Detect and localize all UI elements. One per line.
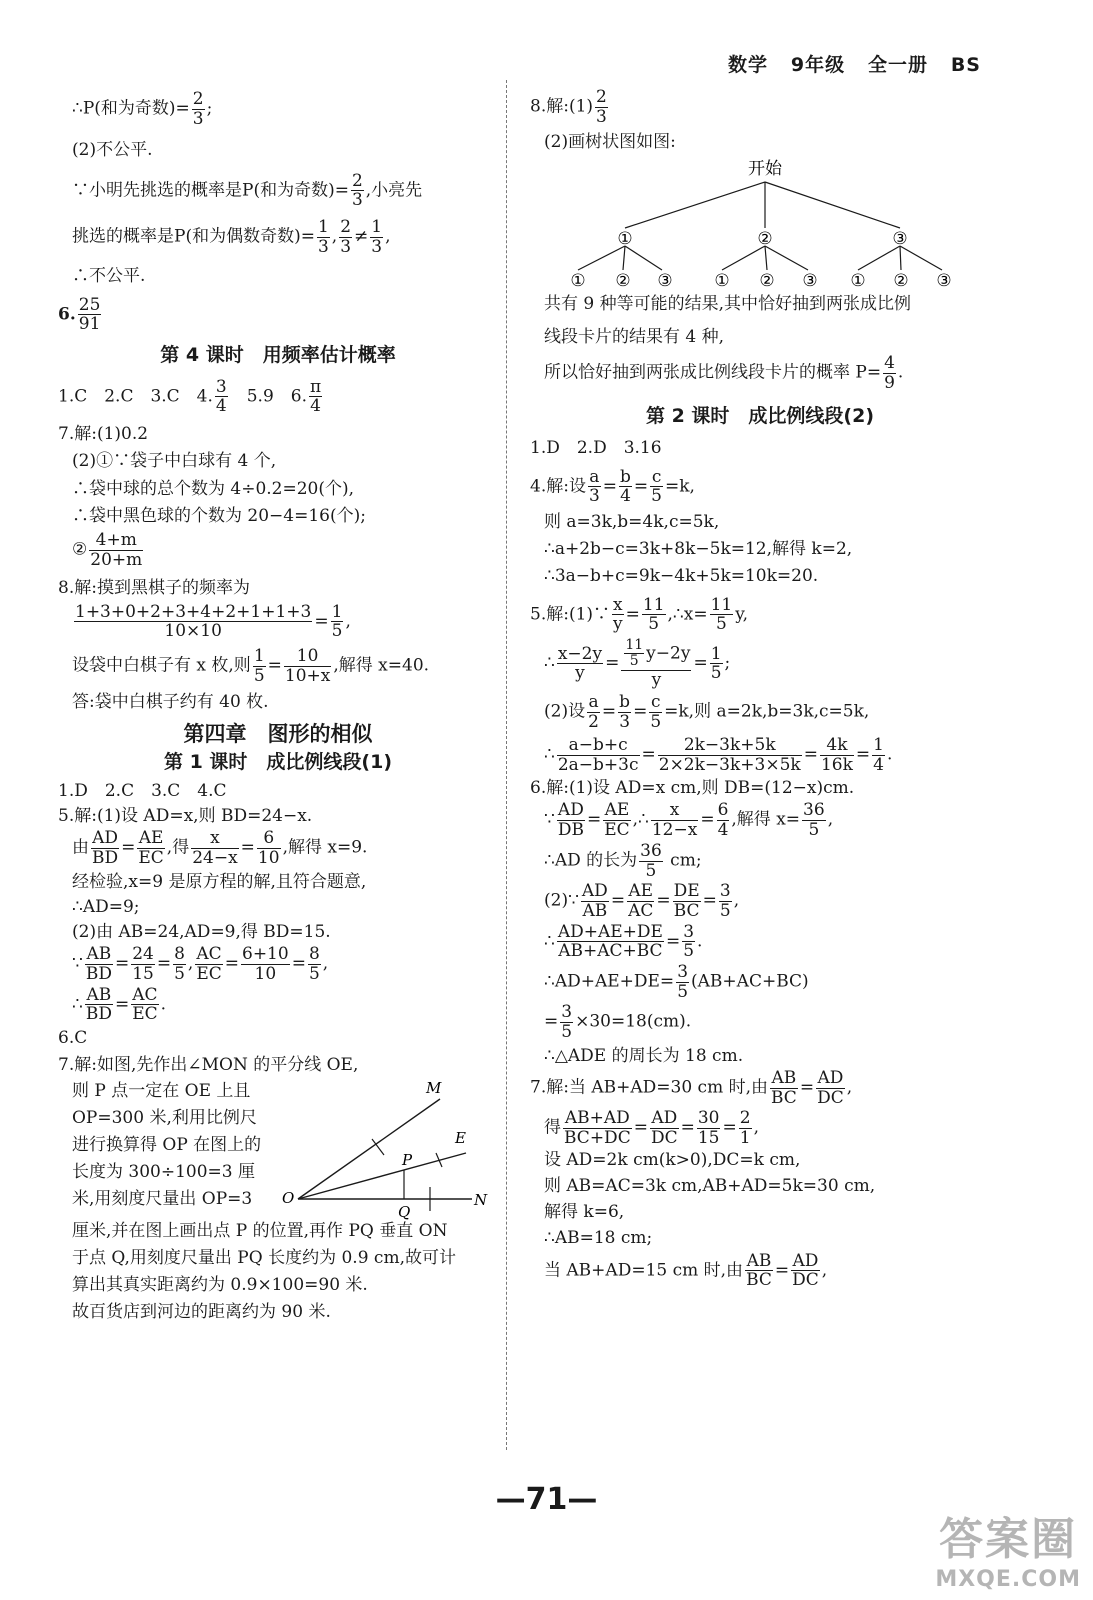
left-q7b-line6: 米,用刻度尺量出 OP=3 <box>72 1188 253 1209</box>
right-q6-line7: = $\frac{3}{5}$ ×30=18(cm). <box>544 1002 692 1043</box>
header-edition: BS <box>950 54 981 76</box>
label-q: Q <box>398 1202 411 1221</box>
fraction: $\frac{c}{5}$ <box>651 466 662 507</box>
right-q4-line1: 4.解:设 $\frac{a}{3}$ = $\frac{b}{4}$ = $\frac{c}{5}$ =k, <box>530 466 695 507</box>
left-q7b-line10: 故百货店到河边的距离约为 90 米. <box>72 1302 331 1323</box>
fraction: $\frac{4+m}{20+m}$ <box>90 530 143 570</box>
left-q7b-line7: 厘米,并在图上画出点 P 的位置,再作 PQ 垂直 ON <box>72 1220 448 1241</box>
fraction: $\frac{1}{5}$ <box>331 601 343 642</box>
left-q8-line1: 8.解:摸到黑棋子的频率为 <box>58 577 250 598</box>
tree-node: ① <box>617 228 633 249</box>
left-q5-line2: (2)不公平. <box>72 140 153 161</box>
fraction: $\frac{24}{15}$ <box>132 944 154 985</box>
tree-leaf: ③ <box>802 270 818 290</box>
right-q6-line3: ∴AD 的长为 $\frac{36}{5}$ cm; <box>544 840 702 881</box>
fraction: $\frac{a-b+c}{2a-b+3c}$ <box>557 734 639 775</box>
right-q4-line2: 则 a=3k,b=4k,c=5k, <box>544 511 720 532</box>
fraction: $\frac{x}{24-x}$ <box>192 828 238 868</box>
fraction: $\frac{AD}{DB}$ <box>557 800 584 841</box>
fraction: $\frac{36}{5}$ <box>803 800 825 841</box>
right-q5-line4: ∴ $\frac{a-b+c}{2a-b+3c}$ = $\frac{2k-3k+5k}{2\times 2k-3k+3\times 5k}$ = $\frac{4k}{16k}$ = $\frac{1}{4}$ . <box>544 734 893 775</box>
ray-oe <box>298 1150 466 1199</box>
fraction: $\frac{3}{5}$ <box>677 961 689 1002</box>
right-q7-line3: 设 AD=2k cm(k>0),DC=k cm, <box>544 1149 801 1170</box>
tree-root: 开始 <box>748 158 782 179</box>
left-q6: 6. $\frac{25}{91}$ <box>58 294 101 335</box>
right-q4-line3: ∴a+2b−c=3k+8k−5k=12,解得 k=2, <box>544 539 853 560</box>
section-title-lesson4: 第 4 课时 用频率估计概率 <box>160 344 396 366</box>
right-q7-line5: 解得 k=6, <box>544 1202 625 1223</box>
right-q8-line5: 所以恰好抽到两张成比例线段卡片的概率 P= $\frac{4}{9}$ . <box>544 353 904 393</box>
left-q5b-line5: (2)由 AB=24,AD=9,得 BD=15. <box>72 922 331 943</box>
lesson1-choices: 1.D 2.C 3.C 4.C <box>58 780 227 801</box>
fraction: $\frac{c}{5}$ <box>650 692 662 733</box>
left-q7b-line9: 算出其真实距离约为 0.9×100=90 米. <box>72 1275 368 1296</box>
watermark-logo-text: 答案圈 <box>939 1514 1078 1565</box>
label-o: O <box>282 1188 295 1207</box>
right-q5-line3: (2)设 $\frac{a}{2}$ = $\frac{b}{3}$ = $\frac{c}{5}$ =k,则 a=2k,b=3k,c=5k, <box>544 692 870 733</box>
tree-node: ② <box>757 228 773 249</box>
chapter-title: 第四章 图形的相似 <box>183 721 373 746</box>
right-q7-line6: ∴AB=18 cm; <box>544 1228 653 1249</box>
header-subject: 数学 <box>727 54 768 76</box>
left-q5b-line3: 经检验,x=9 是原方程的解,且符合题意, <box>72 871 367 892</box>
fraction: $\frac{AC}{EC}$ <box>196 944 222 985</box>
fraction: $\frac{3}{4}$ <box>215 376 227 417</box>
header-volume: 全一册 <box>867 54 928 76</box>
fraction: $\frac{11}{5}$ <box>642 594 665 635</box>
tree-leaf: ② <box>759 270 775 290</box>
fraction: $\frac{2}{3}$ <box>596 87 607 127</box>
right-q8-line4: 线段卡片的结果有 4 种, <box>544 326 725 347</box>
fraction: $\frac{\pi}{4}$ <box>310 376 322 417</box>
tree-leaf: ① <box>714 270 730 290</box>
right-q6-line4: (2)∵ $\frac{AD}{AB}$ = $\frac{AE}{AC}$ = $\frac{DE}{BC}$ = $\frac{3}{5}$ , <box>544 881 740 921</box>
fraction: $\frac{11}{5}$ <box>710 594 733 635</box>
left-q5b-line4: ∴AD=9; <box>72 896 140 917</box>
fraction: $\frac{3}{5}$ <box>683 921 695 962</box>
label-n: N <box>474 1190 488 1209</box>
fraction: $\frac{4}{9}$ <box>884 353 895 393</box>
tree-branches-level1 <box>625 182 900 228</box>
left-q7b-line1: 7.解:如图,先作出∠MON 的平分线 OE, <box>58 1055 359 1076</box>
fraction: $\frac{8}{5}$ <box>174 944 185 985</box>
tree-leaf: ① <box>850 270 866 290</box>
left-q7-line1: 7.解:(1)0.2 <box>58 424 149 445</box>
arc-mark-m <box>372 1139 384 1155</box>
watermark <box>935 1503 1081 1592</box>
fraction: $\frac{10}{10+x}$ <box>284 646 331 686</box>
q7b-figure-block <box>58 1077 498 1221</box>
compound-fraction: $\frac{11}{5}$ y−2y y <box>621 638 691 689</box>
fraction: $\frac{AC}{EC}$ <box>132 984 158 1025</box>
left-q7b-line3: OP=300 米,利用比例尺 <box>72 1107 257 1128</box>
left-column <box>58 88 498 1324</box>
right-q5-line1: 5.解:(1)∵ $\frac{x}{y}$ = $\frac{11}{5}$ ,∴x= $\frac{11}{5}$ y, <box>530 594 748 635</box>
fraction: $\frac{36}{5}$ <box>640 840 662 881</box>
fraction: $\frac{1}{3}$ <box>317 217 329 257</box>
fraction: $\frac{AB}{BC}$ <box>771 1067 797 1108</box>
fraction: $\frac{DE}{BC}$ <box>673 881 700 921</box>
fraction: $\frac{2}{3}$ <box>340 217 352 257</box>
right-q6-line5: ∴ $\frac{AD+AE+DE}{AB+AC+BC}$ = $\frac{3}{5}$ . <box>544 921 703 962</box>
tree-leaf: ① <box>570 270 586 290</box>
right-q7-line7: 当 AB+AD=15 cm 时,由 $\frac{AB}{BC}$ = $\frac{AD}{DC}$ , <box>544 1250 828 1291</box>
fraction: $\frac{x}{y}$ <box>613 594 623 635</box>
page-header <box>728 50 981 77</box>
page-number: —71— <box>495 1482 598 1517</box>
watermark-url: MXQE.COM <box>935 1567 1081 1592</box>
tree-branches-level2 <box>578 246 942 270</box>
tree-node: ③ <box>892 228 908 249</box>
tree-leaf: ③ <box>657 270 673 290</box>
fraction: $\frac{30}{15}$ <box>697 1108 720 1149</box>
fraction: $\frac{AE}{EC}$ <box>604 800 630 841</box>
left-q8-line2: $\frac{1+3+0+2+3+4+2+1+1+3}{10\times 10}$ = $\frac{1}{5}$ , <box>75 601 351 642</box>
ray-om <box>298 1099 440 1199</box>
fraction: $\frac{1+3+0+2+3+4+2+1+1+3}{10\times 10}$ <box>75 601 312 642</box>
header-grade: 9年级 <box>790 54 846 76</box>
fraction: $\frac{AE}{AC}$ <box>628 881 654 921</box>
section-title-lesson1: 第 1 课时 成比例线段(1) <box>163 751 393 773</box>
left-q5b-line7: ∴ $\frac{AB}{BD}$ = $\frac{AC}{EC}$ . <box>72 984 167 1025</box>
left-q7-line5: ② $\frac{4+m}{20+m}$ <box>72 530 143 570</box>
left-q8-line3: 设袋中白棋子有 x 枚,则 $\frac{1}{5}$ = $\frac{10}{10+x}$ ,解得 x=40. <box>72 646 430 686</box>
right-q7-line1: 7.解:当 AB+AD=30 cm 时,由 $\frac{AB}{BC}$ = $\frac{AD}{DC}$ , <box>530 1067 853 1108</box>
fraction: $\frac{AB}{BC}$ <box>746 1250 772 1291</box>
right-q8-line1: 8.解:(1) $\frac{2}{3}$ <box>530 87 607 127</box>
right-q6-line6: ∴AD+AE+DE= $\frac{3}{5}$ (AB+AC+BC) <box>544 961 809 1002</box>
left-q6b: 6.C <box>58 1028 88 1049</box>
tree-leaf: ② <box>615 270 631 290</box>
left-q5-line4: 挑选的概率是P(和为偶数奇数)= $\frac{1}{3}$ , $\frac{2}{3}$ ≠ $\frac{1}{3}$ , <box>72 217 391 257</box>
fraction: $\frac{1}{5}$ <box>710 643 722 684</box>
right-q6-line8: ∴△ADE 的周长为 18 cm. <box>544 1045 744 1066</box>
right-q6-line1: 6.解:(1)设 AD=x cm,则 DB=(12−x)cm. <box>530 778 855 799</box>
fraction: $\frac{4k}{16k}$ <box>820 734 853 775</box>
tree-leaf: ② <box>893 270 909 290</box>
right-q5-line2: ∴ $\frac{x-2y}{y}$ = $\frac{11}{5}$ y−2y y = $\frac{1}{5}$ ; <box>544 637 731 690</box>
left-q5b-line6: ∵ $\frac{AB}{BD}$ = $\frac{24}{15}$ = $\frac{8}{5}$ , $\frac{AC}{EC}$ = $\frac{6+10}{10}$ = $\frac{8}{5}$ , <box>72 944 329 985</box>
fraction: $\frac{1}{3}$ <box>371 217 383 257</box>
right-column <box>530 88 990 1290</box>
fraction: $\frac{3}{5}$ <box>719 881 731 921</box>
left-q5b-line2: 由 $\frac{AD}{BD}$ = $\frac{AE}{EC}$ ,得 $\frac{x}{24-x}$ = $\frac{6}{10}$ ,解得 x=9. <box>72 828 368 868</box>
fraction: $\frac{x}{12-x}$ <box>651 800 698 841</box>
fraction: $\frac{2}{3}$ <box>351 170 363 211</box>
right-q6-line2: ∵ $\frac{AD}{DB}$ = $\frac{AE}{EC}$ ,∴ $\frac{x}{12-x}$ = $\frac{6}{4}$ ,解得 x= $\frac{36}{5}$ , <box>544 800 834 841</box>
left-q7-line3: ∴袋中球的总个数为 4÷0.2=20(个), <box>72 478 355 499</box>
fraction: $\frac{x-2y}{y}$ <box>557 643 603 684</box>
left-q7b-line2: 则 P 点一定在 OE 上且 <box>72 1080 251 1101</box>
column-divider <box>506 80 507 1450</box>
fraction: $\frac{2}{1}$ <box>739 1108 751 1149</box>
fraction: $\frac{AE}{EC}$ <box>138 828 164 868</box>
fraction: $\frac{1}{4}$ <box>873 734 884 775</box>
right-q7-line2: 得 $\frac{AB+AD}{BC+DC}$ = $\frac{AD}{DC}$ = $\frac{30}{15}$ = $\frac{2}{1}$ , <box>544 1108 759 1149</box>
label-e: E <box>455 1128 466 1147</box>
fraction: $\frac{8}{5}$ <box>308 944 320 985</box>
right-q4-line4: ∴3a−b+c=9k−4k+5k=10k=20. <box>544 566 819 587</box>
fraction: $\frac{AD}{AB}$ <box>581 881 608 921</box>
left-q7b-line5: 长度为 300÷100=3 厘 <box>72 1161 256 1182</box>
label-p: P <box>402 1150 413 1169</box>
fraction: $\frac{b}{4}$ <box>620 466 631 507</box>
left-q8-line4: 答:袋中白棋子约有 40 枚. <box>72 691 269 712</box>
fraction: $\frac{6}{10}$ <box>257 828 280 868</box>
fraction: $\frac{1}{5}$ <box>253 646 265 686</box>
left-q7b-line4: 进行换算得 OP 在图上的 <box>72 1134 262 1155</box>
lesson4-choices: 1.C 2.C 3.C 4. $\frac{3}{4}$ 5.9 6. $\frac{\pi}{4}$ <box>58 376 322 417</box>
angle-bisector-figure <box>278 1071 498 1221</box>
left-q7-line2: (2)①∵袋子中白球有 4 个, <box>72 451 277 472</box>
fraction: $\frac{AB}{BD}$ <box>85 944 112 985</box>
fraction: $\frac{AB}{BD}$ <box>85 984 112 1025</box>
left-q5b-line1: 5.解:(1)设 AD=x,则 BD=24−x. <box>58 806 313 826</box>
fraction: $\frac{b}{3}$ <box>619 692 631 733</box>
left-q7b-line8: 于点 Q,用刻度尺量出 PQ 长度约为 0.9 cm,故可计 <box>72 1247 456 1268</box>
fraction: $\frac{a}{3}$ <box>588 466 600 507</box>
label-m: M <box>426 1078 442 1097</box>
fraction: $\frac{11}{5}$ <box>625 637 644 670</box>
fraction: $\frac{25}{91}$ <box>78 294 101 335</box>
fraction: $\frac{AD}{BD}$ <box>92 828 119 868</box>
left-q5-line1: ∴P(和为奇数)= $\frac{2}{3}$ ; <box>72 89 213 129</box>
left-q7-line4: ∴袋中黑色球的个数为 20−4=16(个); <box>72 505 366 526</box>
tree-leaf: ③ <box>936 270 952 290</box>
fraction: $\frac{AB+AD}{BC+DC}$ <box>564 1108 631 1149</box>
fraction: $\frac{3}{5}$ <box>561 1002 573 1043</box>
fraction: $\frac{AD+AE+DE}{AB+AC+BC}$ <box>557 921 663 962</box>
fraction: $\frac{2k-3k+5k}{2\times 2k-3k+3\times 5k}$ <box>658 734 801 775</box>
fraction: $\frac{AD}{DC}$ <box>650 1108 678 1149</box>
left-q5-line3: ∵小明先挑选的概率是P(和为奇数)= $\frac{2}{3}$ ,小亮先 <box>72 170 423 211</box>
section-title-lesson2: 第 2 课时 成比例线段(2) <box>645 404 875 427</box>
lesson2-choices: 1.D 2.D 3.16 <box>530 438 662 459</box>
fraction: $\frac{6+10}{10}$ <box>242 944 289 985</box>
fraction: $\frac{6}{4}$ <box>717 800 729 841</box>
fraction: $\frac{AD}{DC}$ <box>792 1250 819 1291</box>
fraction: $\frac{a}{2}$ <box>588 692 599 733</box>
fraction: $\frac{2}{3}$ <box>192 89 204 129</box>
right-q8-line3: 共有 9 种等可能的结果,其中恰好抽到两张成比例 <box>544 293 912 314</box>
right-q8-line2: (2)画树状图如图: <box>544 132 676 153</box>
right-q7-line4: 则 AB=AC=3k cm,AB+AD=5k=30 cm, <box>544 1175 876 1196</box>
fraction: $\frac{AD}{DC}$ <box>817 1067 844 1108</box>
left-q5-line5: ∴不公平. <box>72 266 146 287</box>
tree-diagram <box>530 156 990 290</box>
